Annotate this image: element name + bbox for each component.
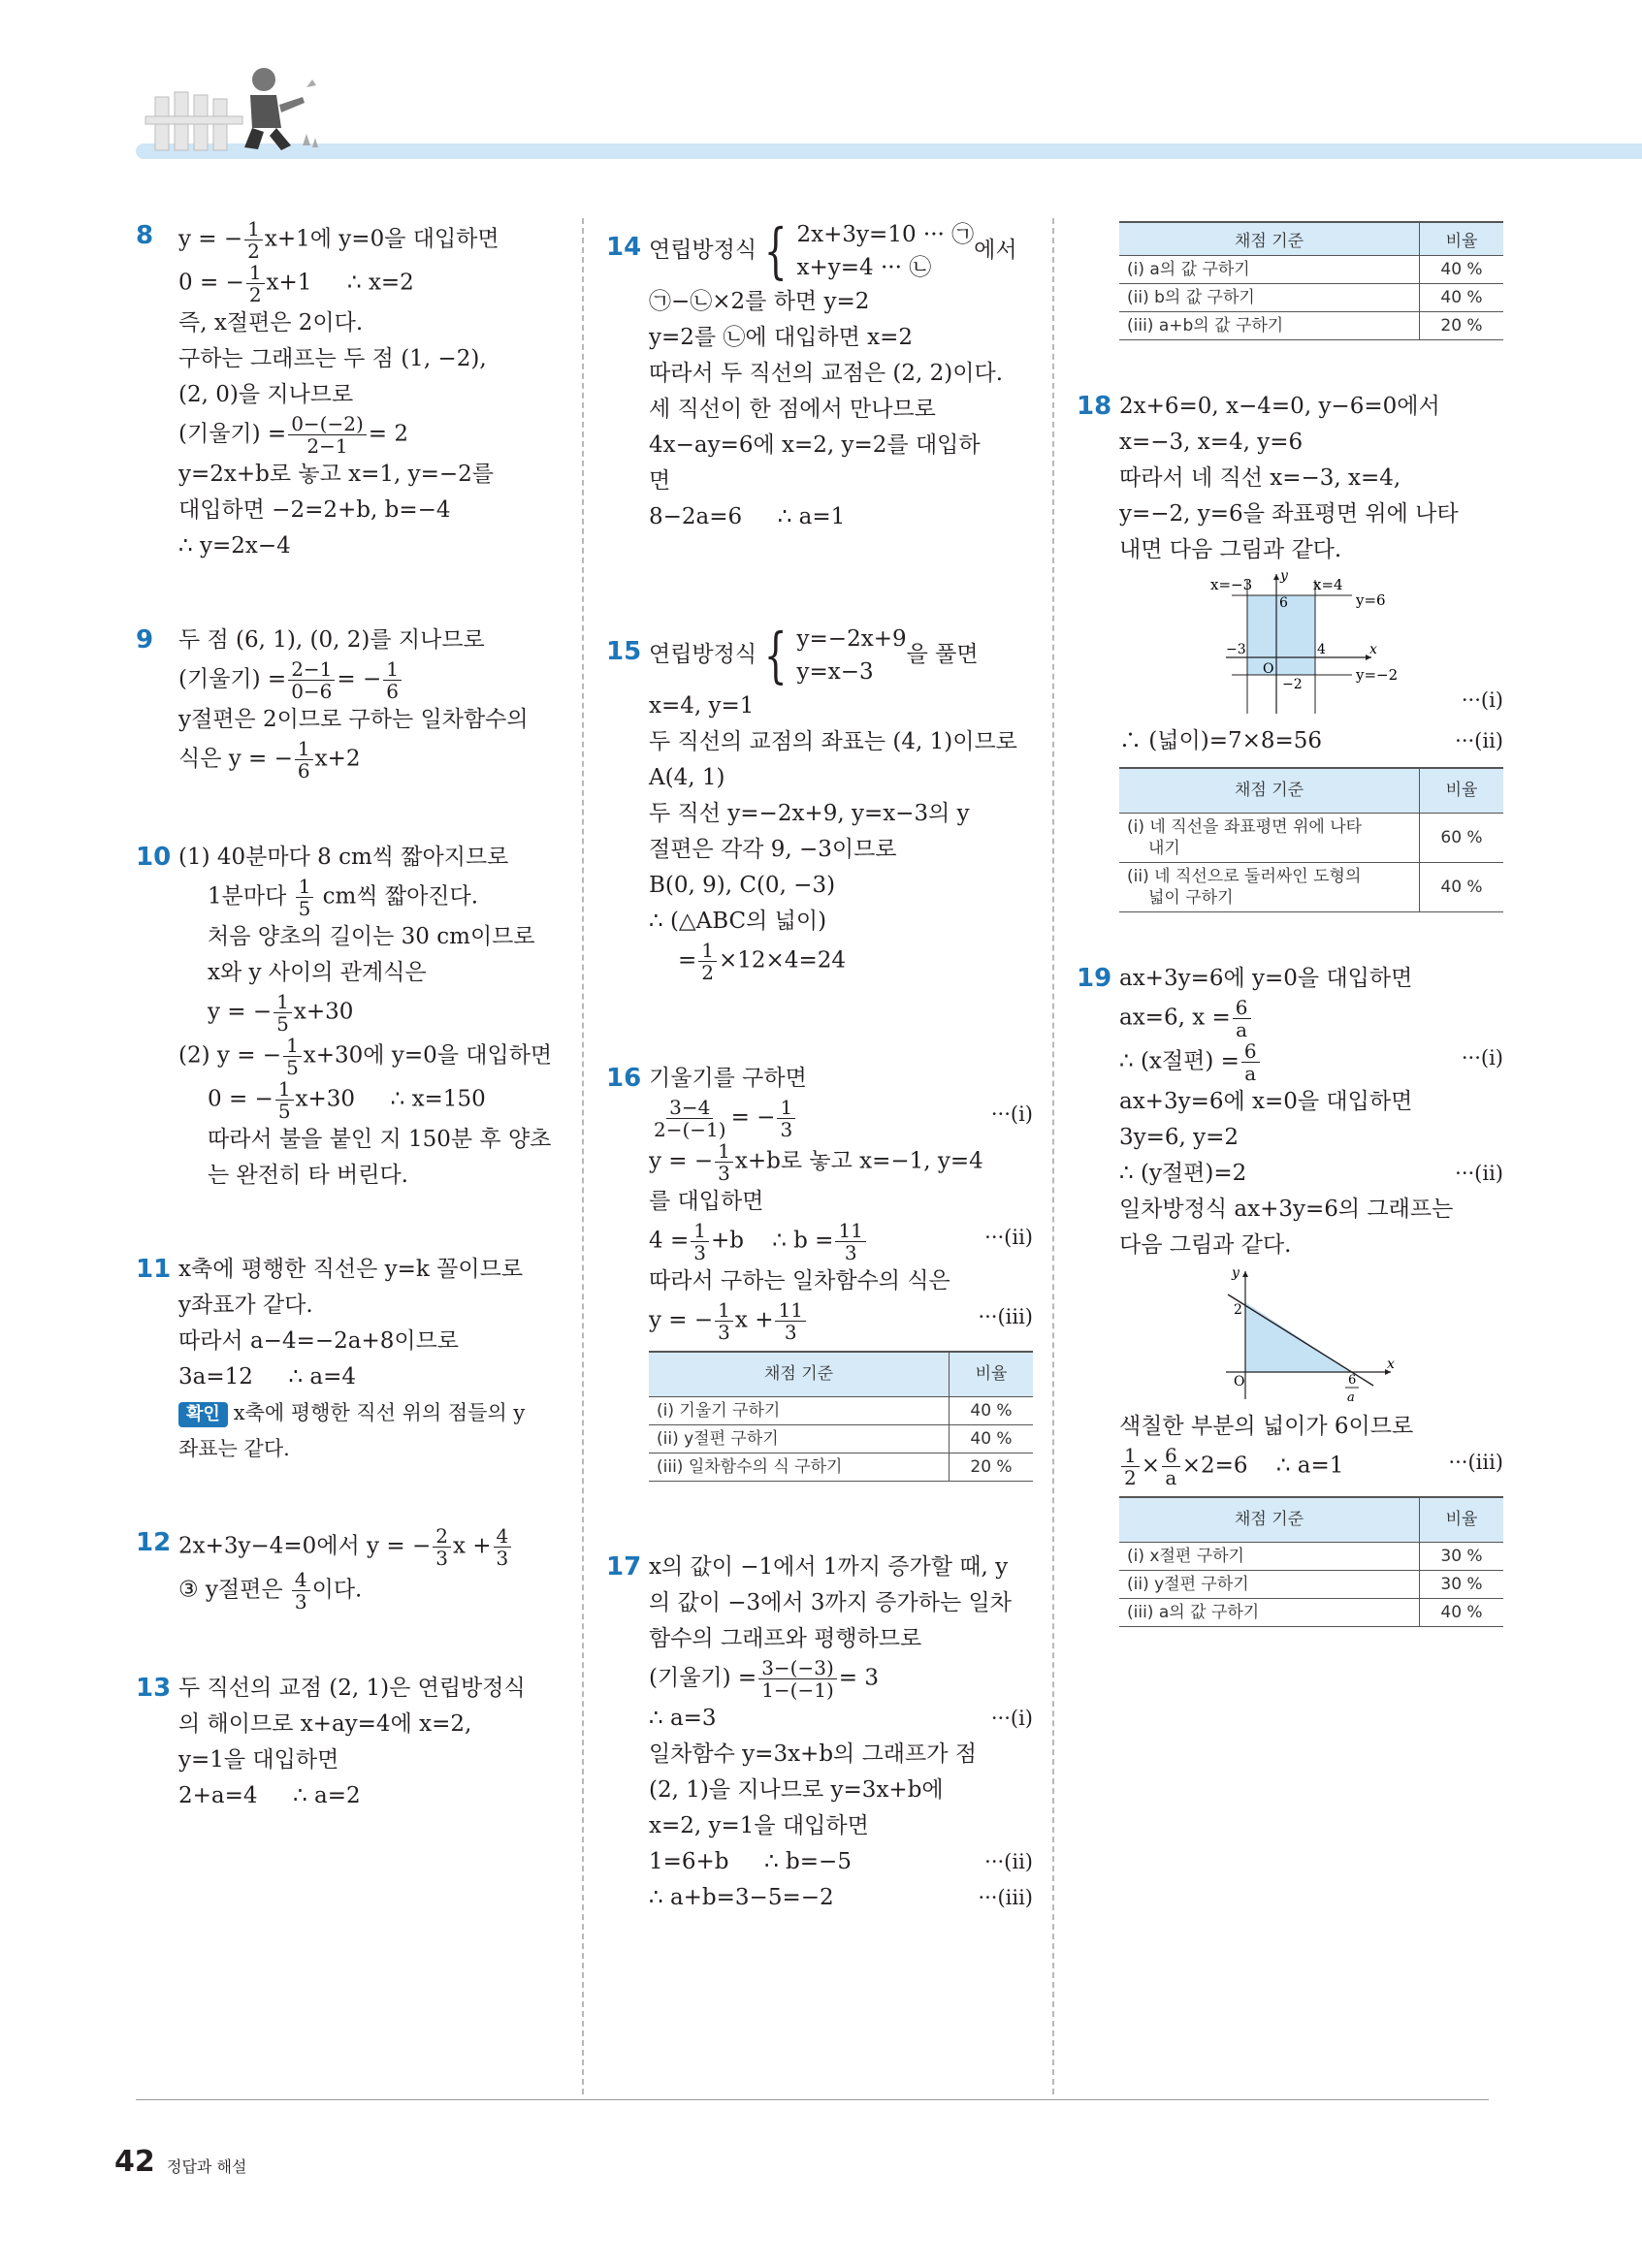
text: ∴ (x절편) = (1119, 1048, 1240, 1074)
text: y절편은 2이므로 구하는 일차함수의 (178, 707, 529, 732)
fraction: $\frac{1}{5}$ (283, 1035, 302, 1078)
text: 내면 다음 그림과 같다. (1119, 537, 1342, 562)
problem-8 (136, 218, 563, 564)
text: ∴ (y절편)=2 (1119, 1161, 1247, 1186)
text: x + (452, 1533, 492, 1559)
text: 따라서 구하는 일차함수의 식은 (649, 1268, 950, 1294)
table-row: (ii) 네 직선으로 둘러싸인 도형의 넓이 구하기 40 % (1119, 863, 1503, 912)
text: (2, 1)을 지나므로 y=3x+b에 (649, 1777, 944, 1803)
text: x+30 (295, 1086, 356, 1112)
label: x=−3 (1210, 576, 1253, 593)
fraction: $\frac{1}{2}$ (246, 262, 265, 305)
axis-label: x (1387, 1357, 1395, 1372)
text: y=−2, y=6을 좌표평면 위에 나타 (1119, 501, 1459, 527)
text: x+30 (293, 999, 354, 1025)
text: 식은 y = − (178, 746, 293, 772)
text: 에서 (974, 238, 1017, 263)
footer-title: 정답과 해설 (167, 2157, 247, 2176)
fraction: $\frac{1}{2}$ (1121, 1445, 1140, 1488)
fraction: $\frac{1}{6}$ (383, 658, 402, 702)
text: ㉠−㉡×2를 하면 y=2 (649, 289, 870, 314)
text: x + (734, 1307, 774, 1333)
text: ∴ x=150 (390, 1086, 486, 1112)
text: ×2=6 (1181, 1453, 1248, 1479)
equation-system: { 2x+3y=10 ··· ㉠ x+y=4 ··· ㉡ (763, 215, 975, 286)
text: 두 직선의 교점 (2, 1)은 연립방정식 (178, 1676, 526, 1701)
text: cm씩 짧아진다. (322, 883, 479, 910)
problem-number: 15 (606, 637, 642, 666)
text: 기울기를 구하면 (649, 1066, 807, 1091)
text: 를 대입하면 (649, 1189, 764, 1214)
table-row: (ii) y절편 구하기 40 % (649, 1425, 1033, 1453)
fraction: $\frac{1}{2}$ (244, 218, 263, 262)
axis-label: x (1369, 642, 1377, 657)
fraction: $\frac{6}{a}$ (1233, 997, 1251, 1040)
table-row: (iii) a의 값 구하기 40 % (1119, 1599, 1503, 1627)
text: 면 (649, 468, 671, 494)
fraction: $\frac{1}{5}$ (274, 991, 292, 1035)
text: 따라서 네 직선 x=−3, x=4, (1119, 465, 1401, 491)
text: 을 풀면 (906, 642, 979, 667)
tick-label: 2 (1234, 1302, 1242, 1318)
text: 4 = (649, 1228, 690, 1254)
text: 좌표는 같다. (178, 1437, 290, 1460)
problem-number: 14 (606, 233, 642, 262)
text: ∴ (넓이)=7×8=56 (1119, 728, 1323, 753)
footer-rule (136, 2099, 1489, 2100)
fraction: $\frac{1}{3}$ (715, 1140, 733, 1184)
text: 는 완전히 타 버린다. (208, 1163, 408, 1188)
text: A(4, 1) (649, 765, 725, 790)
problem-number: 11 (136, 1255, 172, 1284)
text: 이다. (311, 1577, 363, 1603)
text: +b (710, 1228, 744, 1254)
score-mark: ···(ii) (1455, 1162, 1503, 1185)
score-mark: ···(i) (990, 1707, 1033, 1730)
text: 2x+6=0, x−4=0, y−6=0에서 (1119, 394, 1440, 419)
grading-table (1119, 1496, 1503, 1627)
text: y=1을 대입하면 (178, 1747, 339, 1773)
fraction: $\frac{1}{3}$ (777, 1097, 795, 1140)
problem-number: 13 (136, 1674, 172, 1703)
fraction: $\frac{11}{3}$ (835, 1220, 865, 1263)
equation: x+y=4 ··· ㉡ (796, 255, 932, 280)
fraction: $\frac{11}{3}$ (775, 1299, 805, 1343)
text: 함수의 그래프와 평행하므로 (649, 1626, 922, 1651)
text: x축에 평행한 직선은 y=k 꼴이므로 (178, 1257, 524, 1282)
text: ∴ a=3 (649, 1706, 717, 1731)
header-band (136, 144, 1642, 159)
problem-number: 10 (136, 843, 172, 872)
text: = (678, 947, 697, 974)
equation-system: { y=−2x+9 y=x−3 (763, 620, 907, 690)
text: (1) 40분마다 8 cm씩 짧아지므로 (178, 845, 509, 870)
text: = 2 (368, 421, 408, 447)
fraction: $\frac{1}{5}$ (296, 876, 314, 919)
text: ∴ x=2 (347, 270, 414, 296)
table-header: 채점 기준 (1119, 222, 1420, 256)
table-row: (i) 네 직선을 좌표평면 위에 나타 내기 60 % (1119, 814, 1503, 863)
text: 0 = − (208, 1086, 274, 1112)
text: 따라서 a−4=−2a+8이므로 (178, 1328, 460, 1354)
text: = − (730, 1104, 776, 1131)
text: x+2 (314, 746, 361, 772)
table-header: 비율 (1420, 768, 1504, 814)
label: x=4 (1313, 576, 1343, 593)
fraction: $\frac{3-(-3)}{1-(-1)}$ (758, 1657, 837, 1701)
text: 연립방정식 (649, 238, 757, 263)
text: y = − (649, 1307, 714, 1333)
equation: y=−2x+9 (796, 626, 907, 652)
grading-table-17 (1119, 221, 1503, 340)
equation: y=x−3 (796, 659, 874, 685)
rectangle-graph (1197, 568, 1449, 723)
equation: 2x+3y=10 ··· ㉠ (796, 222, 975, 247)
problem-number: 19 (1077, 964, 1112, 993)
origin-label: O (1263, 661, 1274, 677)
text: 두 직선의 교점의 좌표는 (4, 1)이므로 (649, 729, 1017, 754)
table-header: 채점 기준 (1119, 768, 1420, 814)
text: 처음 양초의 길이는 30 cm이므로 (208, 924, 535, 949)
text: 구하는 그래프는 두 점 (1, −2), (178, 346, 487, 371)
text: 3a=12 (178, 1364, 253, 1390)
fraction: $\frac{1}{2}$ (698, 940, 717, 983)
text: 두 직선 y=−2x+9, y=x−3의 y (649, 801, 970, 826)
table-row: (i) 기울기 구하기 40 % (649, 1397, 1033, 1425)
text: ∴ b=−5 (764, 1849, 852, 1874)
tick-label: a (1347, 1390, 1355, 1405)
text: 따라서 불을 붙인 지 150분 후 양초 (208, 1127, 552, 1152)
problem-11 (136, 1252, 563, 1467)
fraction: $\frac{6}{a}$ (1241, 1040, 1260, 1084)
text: y=2x+b로 놓고 x=1, y=−2를 (178, 462, 495, 487)
fraction: $\frac{1}{6}$ (295, 738, 313, 782)
text: (기울기) = (649, 1665, 757, 1691)
text: (2, 0)을 지나므로 (178, 382, 354, 407)
text: B(0, 9), C(0, −3) (649, 873, 836, 898)
text: x+1에 y=0을 대입하면 (264, 226, 499, 252)
text: ax=6, x = (1119, 1005, 1231, 1031)
score-mark: ···(iii) (978, 1305, 1033, 1328)
text: 일차함수 y=3x+b의 그래프가 점 (649, 1741, 977, 1767)
table-header: 채점 기준 (1119, 1497, 1420, 1543)
text: 연립방정식 (649, 642, 757, 667)
text: ax+3y=6에 x=0을 대입하면 (1119, 1089, 1413, 1114)
table-header: 비율 (950, 1352, 1034, 1397)
fraction: $\frac{1}{5}$ (275, 1078, 294, 1122)
text: x=−3, x=4, y=6 (1119, 430, 1304, 455)
check-badge: 확인 (178, 1402, 228, 1427)
text: 세 직선이 한 점에서 만나므로 (649, 397, 936, 422)
text: y = − (649, 1148, 714, 1174)
text: 색칠한 부분의 넓이가 6이므로 (1119, 1414, 1414, 1439)
text: (2) y = − (178, 1042, 282, 1069)
problem-12 (136, 1525, 563, 1613)
problem-number: 9 (136, 625, 154, 655)
text: 2+a=4 (178, 1783, 258, 1808)
column-divider (1052, 218, 1054, 2094)
fraction: $\frac{4}{3}$ (292, 1569, 310, 1613)
table-row: (iii) 일차함수의 식 구하기 20 % (649, 1453, 1033, 1482)
problem-9 (136, 623, 563, 782)
grading-table (649, 1351, 1033, 1482)
tick-label: 6 (1348, 1373, 1357, 1388)
text: 일차방정식 ax+3y=6의 그래프는 (1119, 1197, 1454, 1222)
score-mark: ···(ii) (1455, 729, 1503, 752)
text: y좌표가 같다. (178, 1293, 313, 1318)
text: 1=6+b (649, 1849, 729, 1874)
text: 의 값이 −3에서 3까지 증가하는 일차 (649, 1590, 1012, 1615)
origin-label: O (1234, 1374, 1245, 1390)
text: x+30에 y=0을 대입하면 (303, 1042, 553, 1069)
table-row: (i) a의 값 구하기 40 % (1119, 256, 1503, 284)
text: ③ y절편은 (178, 1577, 283, 1603)
score-mark: ···(i) (990, 1102, 1033, 1126)
label: y=6 (1356, 591, 1386, 609)
text: 즉, x절편은 2이다. (178, 310, 364, 335)
problem-13 (136, 1671, 563, 1814)
tick-label: −2 (1282, 677, 1303, 692)
score-mark: ···(i) (1461, 688, 1503, 712)
text: = 3 (838, 1665, 879, 1691)
text: ∴ a+b=3−5=−2 (649, 1885, 834, 1910)
text: 두 점 (6, 1), (0, 2)를 지나므로 (178, 627, 485, 653)
text: ∴ (△ABC의 넓이) (649, 909, 827, 934)
line-graph (1207, 1263, 1401, 1409)
problem-number: 16 (606, 1064, 642, 1093)
problem-18 (1077, 389, 1503, 912)
text: 1분마다 (208, 883, 287, 910)
text: x=2, y=1을 대입하면 (649, 1813, 869, 1838)
text: 따라서 두 직선의 교점은 (2, 2)이다. (649, 361, 1004, 386)
fraction: $\frac{3-4}{2-(-1)}$ (654, 1096, 726, 1141)
table-row: (i) x절편 구하기 30 % (1119, 1543, 1503, 1571)
text: x+1 (266, 270, 312, 296)
problem-number: 8 (136, 221, 154, 250)
text: 절편은 각각 9, −3이므로 (649, 837, 897, 862)
text: 3y=6, y=2 (1119, 1125, 1240, 1150)
text: 8−2a=6 (649, 504, 743, 529)
column-3 (1077, 221, 1503, 1685)
fraction: $\frac{4}{3}$ (494, 1525, 512, 1569)
text: ∴ a=1 (1275, 1453, 1344, 1479)
page-number: 42 (114, 2145, 155, 2179)
table-row: (ii) y절편 구하기 30 % (1119, 1571, 1503, 1599)
text: y=2를 ㉡에 대입하면 x=2 (649, 325, 914, 350)
text: x축에 평행한 직선 위의 점들의 y (233, 1401, 526, 1424)
problem-14 (606, 215, 1033, 535)
text: ∴ y=2x−4 (178, 533, 291, 559)
table-header: 채점 기준 (649, 1352, 950, 1397)
score-mark: ···(iii) (978, 1886, 1033, 1909)
gardener-illustration (136, 58, 330, 165)
axis-label: y (1232, 1265, 1240, 1281)
text: x=4, y=1 (649, 693, 755, 719)
text: 의 해이므로 x+ay=4에 x=2, (178, 1711, 472, 1737)
table-row: (iii) a+b의 값 구하기 20 % (1119, 312, 1503, 340)
text: 대입하면 −2=2+b, b=−4 (178, 497, 451, 523)
grading-table (1119, 767, 1503, 912)
problem-number: 12 (136, 1528, 172, 1557)
problem-17 (606, 1549, 1033, 1916)
fraction: $\frac{0-(-2)}{2-1}$ (288, 413, 367, 457)
text: x의 값이 −1에서 1까지 증가할 때, y (649, 1554, 1009, 1580)
text: x와 y 사이의 관계식은 (208, 960, 427, 985)
problem-number: 18 (1077, 392, 1112, 421)
text: 4x−ay=6에 x=2, y=2를 대입하 (649, 432, 981, 458)
column-2 (606, 215, 1033, 1974)
table-header: 비율 (1420, 1497, 1504, 1543)
text: 다음 그림과 같다. (1119, 1232, 1292, 1258)
table-row: (ii) b의 값 구하기 40 % (1119, 284, 1503, 312)
text: x+b로 놓고 x=−1, y=4 (734, 1148, 983, 1174)
label: y=−2 (1356, 666, 1399, 684)
text: 2x+3y−4=0에서 y = − (178, 1533, 432, 1559)
score-mark: ···(iii) (1448, 1451, 1503, 1474)
fraction: $\frac{2}{3}$ (433, 1525, 451, 1569)
axis-label: y (1280, 568, 1288, 584)
score-mark: ···(ii) (984, 1226, 1033, 1249)
problem-19 (1077, 961, 1503, 1627)
text: ∴ a=4 (288, 1364, 357, 1390)
text: y = − (208, 999, 273, 1025)
fraction: $\frac{1}{3}$ (715, 1299, 733, 1343)
text: ∴ a=2 (293, 1783, 361, 1808)
text: = − (337, 666, 382, 692)
text: × (1141, 1453, 1161, 1479)
problem-16 (606, 1061, 1033, 1482)
problem-15 (606, 620, 1033, 984)
score-mark: ···(i) (1461, 1046, 1503, 1070)
fraction: $\frac{2-1}{0-6}$ (288, 658, 335, 702)
fraction: $\frac{1}{3}$ (691, 1220, 709, 1263)
text: y = − (178, 226, 243, 252)
problem-10 (136, 840, 563, 1194)
fraction: $\frac{6}{a}$ (1162, 1445, 1180, 1488)
tick-label: 4 (1317, 642, 1326, 657)
score-mark: ···(ii) (984, 1850, 1033, 1873)
tick-label: −3 (1226, 642, 1246, 657)
tick-label: 6 (1279, 595, 1288, 611)
table-header: 비율 (1420, 222, 1504, 256)
problem-number: 17 (606, 1552, 642, 1581)
text: ∴ a=1 (777, 504, 846, 529)
text: ×12×4=24 (719, 947, 846, 974)
column-1 (136, 218, 563, 1872)
text: ax+3y=6에 y=0을 대입하면 (1119, 966, 1413, 991)
column-divider (582, 218, 584, 2094)
text: 0 = − (178, 270, 244, 296)
text: (기울기) = (178, 666, 287, 692)
text: ∴ b = (772, 1228, 834, 1254)
text: (기울기) = (178, 421, 287, 447)
